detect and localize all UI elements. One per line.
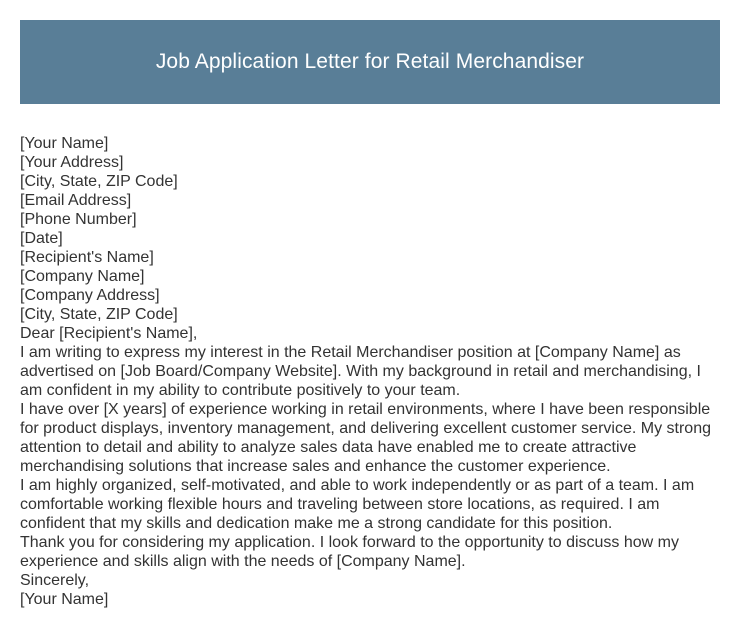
sender-address: [Your Address] bbox=[20, 154, 124, 171]
paragraph-experience: I have over [X years] of experience working in retail environments, where I have been responsible for product displays, inventory management, and delivering excellent customer service. My strong attention to detail and ability to analyze sales data have enabled me to create attractive merchandising solutions that increase sales and enhance the customer experience. bbox=[20, 401, 711, 475]
recipient-company-address: [Company Address] bbox=[20, 287, 160, 304]
paragraph-thanks: Thank you for considering my application. I look forward to the opportunity to discuss how my experience and skills align with the needs of [Company Name]. bbox=[20, 534, 679, 570]
sender-email: [Email Address] bbox=[20, 192, 132, 209]
recipient-city-state-zip: [City, State, ZIP Code] bbox=[20, 306, 178, 323]
title-banner bbox=[20, 20, 720, 104]
page-title: Job Application Letter for Retail Merchandiser bbox=[155, 50, 585, 73]
sender-name: [Your Name] bbox=[20, 135, 109, 152]
letter-date: [Date] bbox=[20, 230, 63, 247]
paragraph-interest: I am writing to express my interest in the Retail Merchandiser position at [Company Name] as advertised on [Job Board/Company Website]. With my background in retail and merchandising, I am confident in my ability to contribute positively to your team. bbox=[20, 344, 701, 399]
letter-body bbox=[20, 134, 720, 609]
recipient-company: [Company Name] bbox=[20, 268, 145, 285]
closing: Sincerely, bbox=[20, 572, 90, 589]
paragraph-qualities: I am highly organized, self-motivated, and able to work independently or as part of a team. I am comfortable working flexible hours and traveling between store locations, as required. I am confident that my skills and dedication make me a strong candidate for this position. bbox=[20, 477, 695, 532]
sender-phone: [Phone Number] bbox=[20, 211, 137, 228]
recipient-name: [Recipient's Name] bbox=[20, 249, 154, 266]
salutation: Dear [Recipient's Name], bbox=[20, 325, 198, 342]
signature-name: [Your Name] bbox=[20, 591, 109, 608]
sender-city-state-zip: [City, State, ZIP Code] bbox=[20, 173, 178, 190]
